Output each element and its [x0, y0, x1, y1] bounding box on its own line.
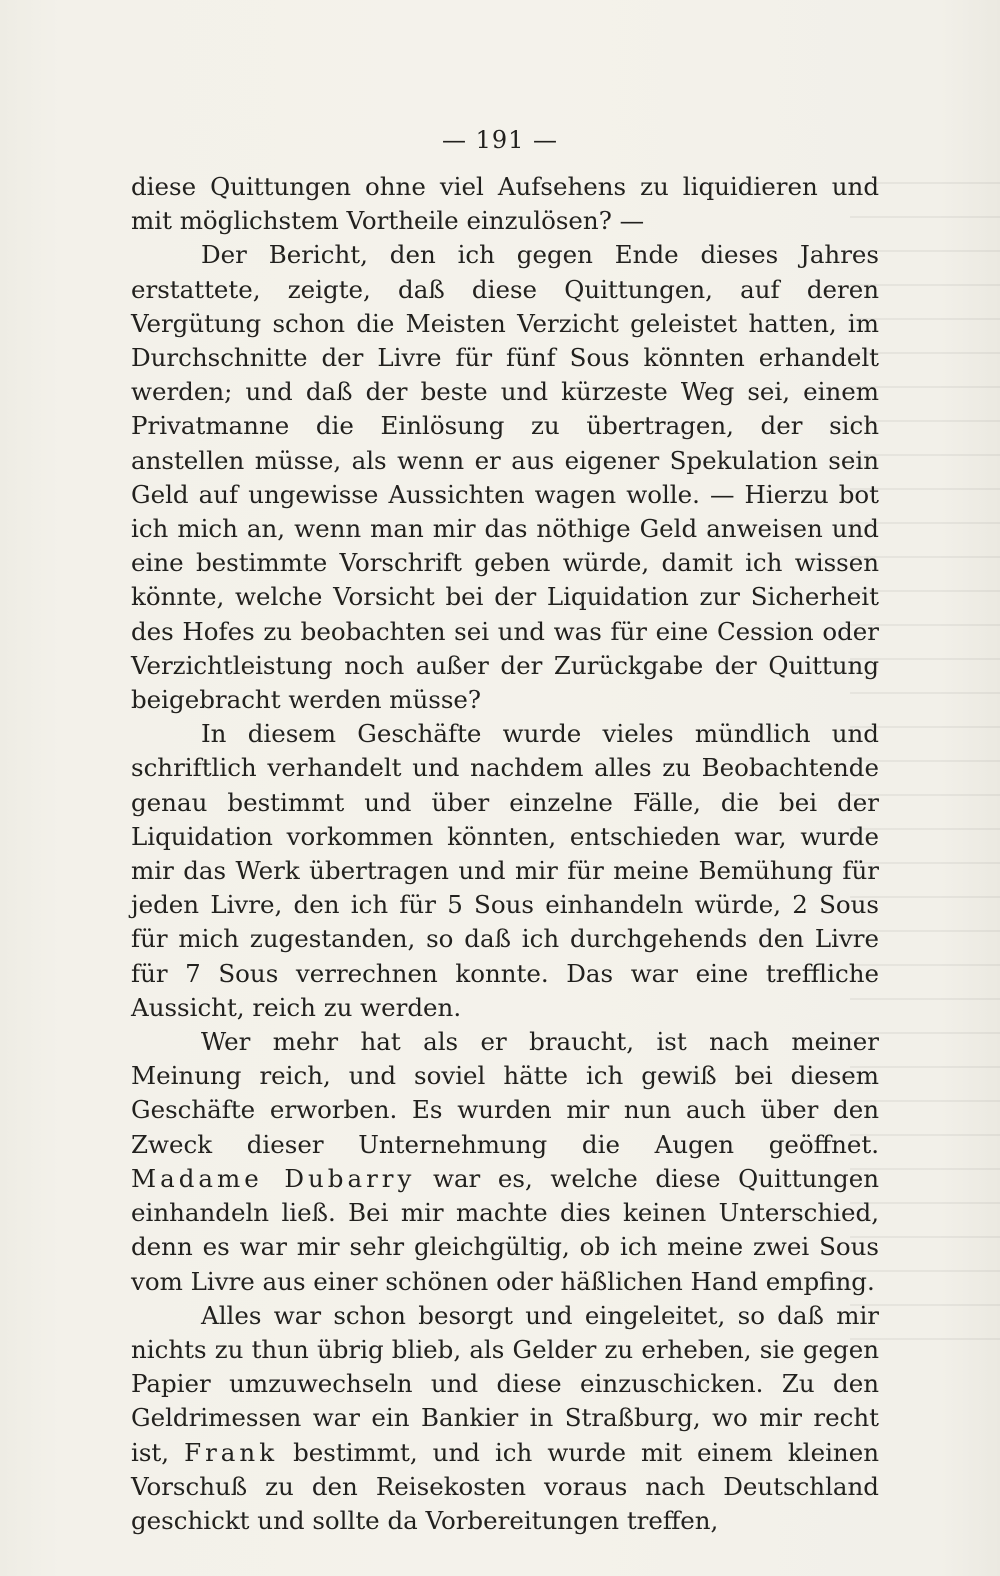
paragraph — [131, 238, 879, 717]
paragraph-text: In diesem Geschäfte wurde vieles mündlich und schriftlich verhandelt und nachdem alles zu Beobachtende genau bestimmt und über einzelne Fälle, die bei der Liquidation vorkommen könnten, entschieden war, wurde mir das Werk übertragen und mir für meine Bemühung für jeden Livre, den ich für 5 Sous einhandeln würde, 2 Sous für mich zugestanden, so daß ich durchgehends den Livre für 7 Sous verrechnen konnte. Das war eine treffliche Aussicht, reich zu werden. — [131, 719, 879, 1022]
paragraph — [131, 170, 879, 238]
paragraph — [131, 717, 879, 1025]
body-text — [131, 170, 879, 1538]
paragraph-text: Der Bericht, den ich gegen Ende dieses Jahres erstattete, zeigte, daß diese Quittungen, auf deren Vergütung schon die Meisten Verzicht geleistet hatten, im Durchschnitte der Livre für fünf Sous könnten erhandelt werden; und daß der beste und kürzeste Weg sei, einem Privatmanne die Einlösung zu übertragen, der sich anstellen müsse, als wenn er aus eigener Spekulation sein Geld auf ungewisse Aussichten wagen wolle. — Hierzu bot ich mich an, wenn man mir das nöthige Geld anweisen und eine bestimmte Vorschrift geben würde, damit ich wissen könnte, welche Vorsicht bei der Liquidation zur Sicherheit des Hofes zu beobachten sei und was für eine Cession oder Verzichtleistung noch außer der Zurückgabe der Quittung beigebracht werden müsse? — [131, 240, 879, 715]
paragraph-text: war es, welche diese Quittungen einhandeln ließ. Bei mir machte dies keinen Unterschied, denn es war mir sehr gleichgültig, ob ich meine zwei Sous vom Livre aus einer schönen oder häßlichen Hand empfing. — [131, 1163, 879, 1296]
paragraph — [131, 1299, 879, 1538]
spaced-name: Madame Dubarry — [131, 1163, 416, 1193]
paragraph-text: Alles war schon besorgt und eingeleitet, so daß mir nichts zu thun übrig blieb, als Gelder zu erheben, sie gegen Papier umzuwechseln und diese einzuschicken. Zu den Geldrimessen war ein Bankier in Straßburg, wo mir recht ist, — [131, 1300, 879, 1467]
paragraph-text: diese Quittungen ohne viel Aufsehens zu liquidieren und mit möglichstem Vortheile einzulösen? — — [131, 172, 879, 236]
spaced-name: Frank — [184, 1437, 279, 1467]
paragraph-text: Wer mehr hat als er braucht, ist nach meiner Meinung reich, und soviel hätte ich gewiß bei diesem Geschäfte erworben. Es wurden mir nun auch über den Zweck dieser Unternehmung die Augen geöffnet. — [131, 1027, 879, 1159]
paragraph-text: bestimmt, und ich wurde mit einem kleinen Vorschuß zu den Reisekosten voraus nach Deutschland geschickt und sollte da Vorbereitungen treffen, — [131, 1437, 879, 1535]
page-number: — 191 — — [441, 126, 559, 154]
paragraph — [131, 1025, 879, 1299]
